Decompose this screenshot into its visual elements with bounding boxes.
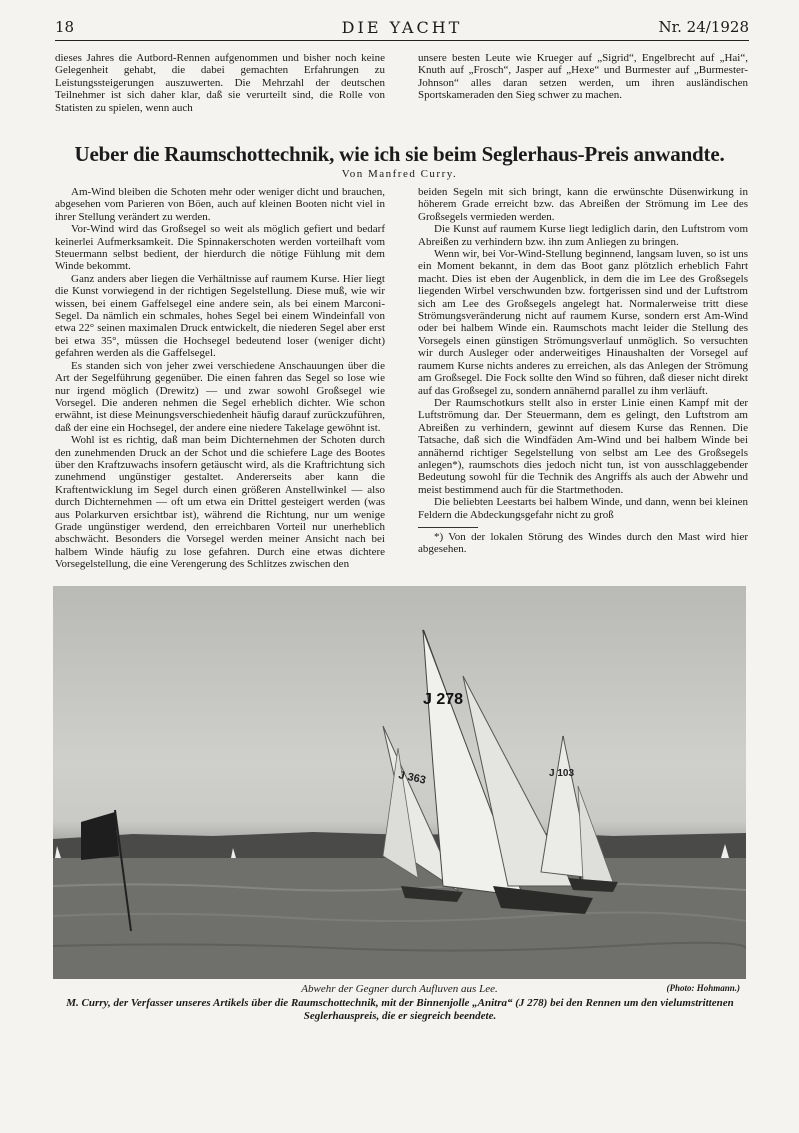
previous-article-text-right: unsere besten Leute wie Krueger auf „Sigrid“, Engelbrecht auf „Hai“, Knuth auf „Frosch“, Jasper auf „Hexe“ und Burmester auf „Burmester-Johnson“ alles daran setzen werden, um ihren ausländischen Sportskameraden den Sieg schwer zu machen.: [418, 52, 748, 102]
footnote: *) Von der lokalen Störung des Windes durch den Mast wird hier abgesehen.: [418, 530, 748, 556]
page-number: 18: [55, 18, 75, 36]
issue-number: Nr. 24/1928: [658, 18, 749, 36]
previous-article-left: [55, 52, 385, 114]
sailing-photo: [53, 586, 746, 979]
sail-number-278: J 278: [423, 691, 464, 708]
photo-credit: (Photo: Hohmann.): [666, 983, 740, 993]
photo-caption-short: Abwehr der Gegner durch Aufluven aus Lee.: [301, 983, 498, 995]
article-column-right: [418, 186, 748, 556]
paragraph: Am-Wind bleiben die Schoten mehr oder weniger dicht und brauchen, abgesehen vom Parieren von Böen, auch auf kleinen Booten nicht viel in ihrer Stellung verändert zu werden.: [55, 186, 385, 223]
paragraph: Wohl ist es richtig, daß man beim Dichternehmen der Schoten durch den zunehmenden Druck an der Schot und die schiefere Lage des Bootes über den Kraftzuwachs insofern getäuscht wird, als die Kraftrichtung sich zunehmend ungünstiger gestaltet. Andererseits aber kann die Kraftentwicklung im Segel durch einen größeren Anstellwinkel — also durch Dichternehmen — oft um etwa ein Drittel gesteigert werden (was aus Polarkurven ersichtbar ist), während die Richtung, nur um wenige Grade ungünstiger werdend, den erreichbaren Vorteil nur unerheblich abschwächt. Besonders die Vorsegel werden meiner Ansicht nach bei halbem Winde häufig zu lose gefahren. Durch eine etwas dichtere Vorsegelstellung, die eine Verengerung des Schlitzes zwischen den: [55, 434, 385, 571]
article-byline: Von Manfred Curry.: [341, 168, 458, 180]
flag: [81, 812, 119, 860]
paragraph: Der Raumschotkurs stellt also in erster Linie einen Kampf mit der Luftströmung dar. Der Steuermann, dem es gelingt, den Luftstrom am Abreißen zu verhindern, gewinnt auf diesem Kurse das Rennen. Die Tatsache, daß sich die Windfäden Am-Wind und bei halbem Winde bei annähernd richtiger Segelstellung von selbst am Lee des Großsegels anlegen*), raumschots dies jedoch nicht tun, ist von ausschlaggebender Bedeutung sowohl für die Technik des Angriffs als auch der Abwehr und meist bestimmend auch für die Startmethoden.: [418, 396, 748, 496]
article-column-left: [55, 186, 385, 571]
sail-number-103: J 103: [549, 768, 575, 779]
sail-number-363: J 363: [397, 769, 427, 787]
journal-title: DIE YACHT: [341, 18, 463, 37]
photo-caption-long: M. Curry, der Verfasser unseres Artikels über die Raumschottechnik, mit der Binnenjolle „Anitra“ (J 278) bei den Rennen um den vielumstrittenen Seglerhauspreis, die er siegreich beendete.: [66, 997, 734, 1022]
page-header: [55, 18, 749, 41]
paragraph: Die Kunst auf raumem Kurse liegt lediglich darin, den Luftstrom vom Abreißen zu verhindern bzw. ihn zum Anliegen zu bringen.: [418, 223, 748, 248]
paragraph: Wenn wir, bei Vor-Wind-Stellung beginnend, langsam luven, so ist uns ein Moment bekannt, in dem das Boot ganz plötzlich erheblich Fahrt macht. Dies ist eben der Augenblick, in dem die im Lee des Großsegels liegenden Wirbel verschwunden bzw. fortgerissen sind und der Luftstrom sich am Lee des Großsegels angelegt hat. Normalerweise tritt diese Strömungsveränderung nicht auf raumem Kurse, sondern erst Am-Wind oder bei halbem Winde ein. Raumschots macht leider die Stellung des Vorsegels einen günstigen Strömungsverlauf unmöglich. So versuchten wir durch Ausleger oder anderweitiges Hinaushalten der Vorsegel auf raumem Kurse nichts anderes zu erreichen, als das Anlegen der Strömung am Großsegel. Die Fock sollte den Wind so führen, daß dieser nicht direkt auf das Großsegel zu, sondern annähernd parallel zu ihm verläuft.: [418, 248, 748, 397]
previous-article-right: [418, 52, 748, 102]
paragraph: Die beliebten Leestarts bei halbem Winde, und dann, wenn bei kleinen Feldern die Abdeckungsgefahr nicht zu groß: [418, 496, 748, 521]
water: [53, 858, 746, 979]
footnote-rule: [418, 527, 478, 528]
paragraph: Ganz anders aber liegen die Verhältnisse auf raumem Kurse. Hier liegt die Kunst vorwiegend in der richtigen Segelstellung. Diese muß, wie wir wissen, bei einem Gaffelsegel eine andere sein, als bei einem Marconi-Segel. Da nämlich ein schmales, hohes Segel bei einem Windeinfall von etwa 22° seinen maximalen Druck entwickelt, die niederen Segel aber erst bei etwa 35°, müssen die Hochsegel bedeutend loser (weniger dicht) gefahren werden als die Gaffelsegel.: [55, 272, 385, 360]
article-title: Ueber die Raumschottechnik, wie ich sie beim Seglerhaus-Preis anwandte.: [74, 142, 725, 166]
paragraph: Vor-Wind wird das Großsegel so weit als möglich gefiert und bedarf keinerlei Aufmerksamkeit. Die Spinnakerschoten werden vorteilhaft vom Steuermann selbst bedient, der hierdurch die nötige Fühlung mit dem Winde bekommt.: [55, 223, 385, 273]
previous-article-text-left: dieses Jahres die Autbord-Rennen aufgenommen und bisher noch keine Gelegenheit gehabt, die dabei gemachten Erfahrungen zu Leistungssteigerungen auszuwerten. Die Mehrzahl der deutschen Teilnehmer ist sich daher klar, daß sie verurteilt sind, die Rolle von Statisten zu spielen, wenn auch: [55, 52, 385, 114]
paragraph: Es standen sich von jeher zwei verschiedene Anschauungen über die Art der Segelführung gegenüber. Die einen fahren das Segel so lose wie nur irgend möglich (Drewitz) — und zwar sowohl Großsegel wie Vorsegel. Die anderen nehmen die Segel erheblich dichter. Wie schon erwähnt, ist diese Meinungsverschiedenheit häufig darauf zurückzuführen, daß der eine ein Hochsegel, der andere eine niedere Takelage gewöhnt ist.: [55, 359, 385, 434]
photo-illustration: [53, 586, 746, 979]
paragraph: beiden Segeln mit sich bringt, kann die erwünschte Düsenwirkung in höherem Grade erreicht bzw. das Abreißen der Strömung im Lee des Großsegels vermieden werden.: [418, 186, 748, 223]
